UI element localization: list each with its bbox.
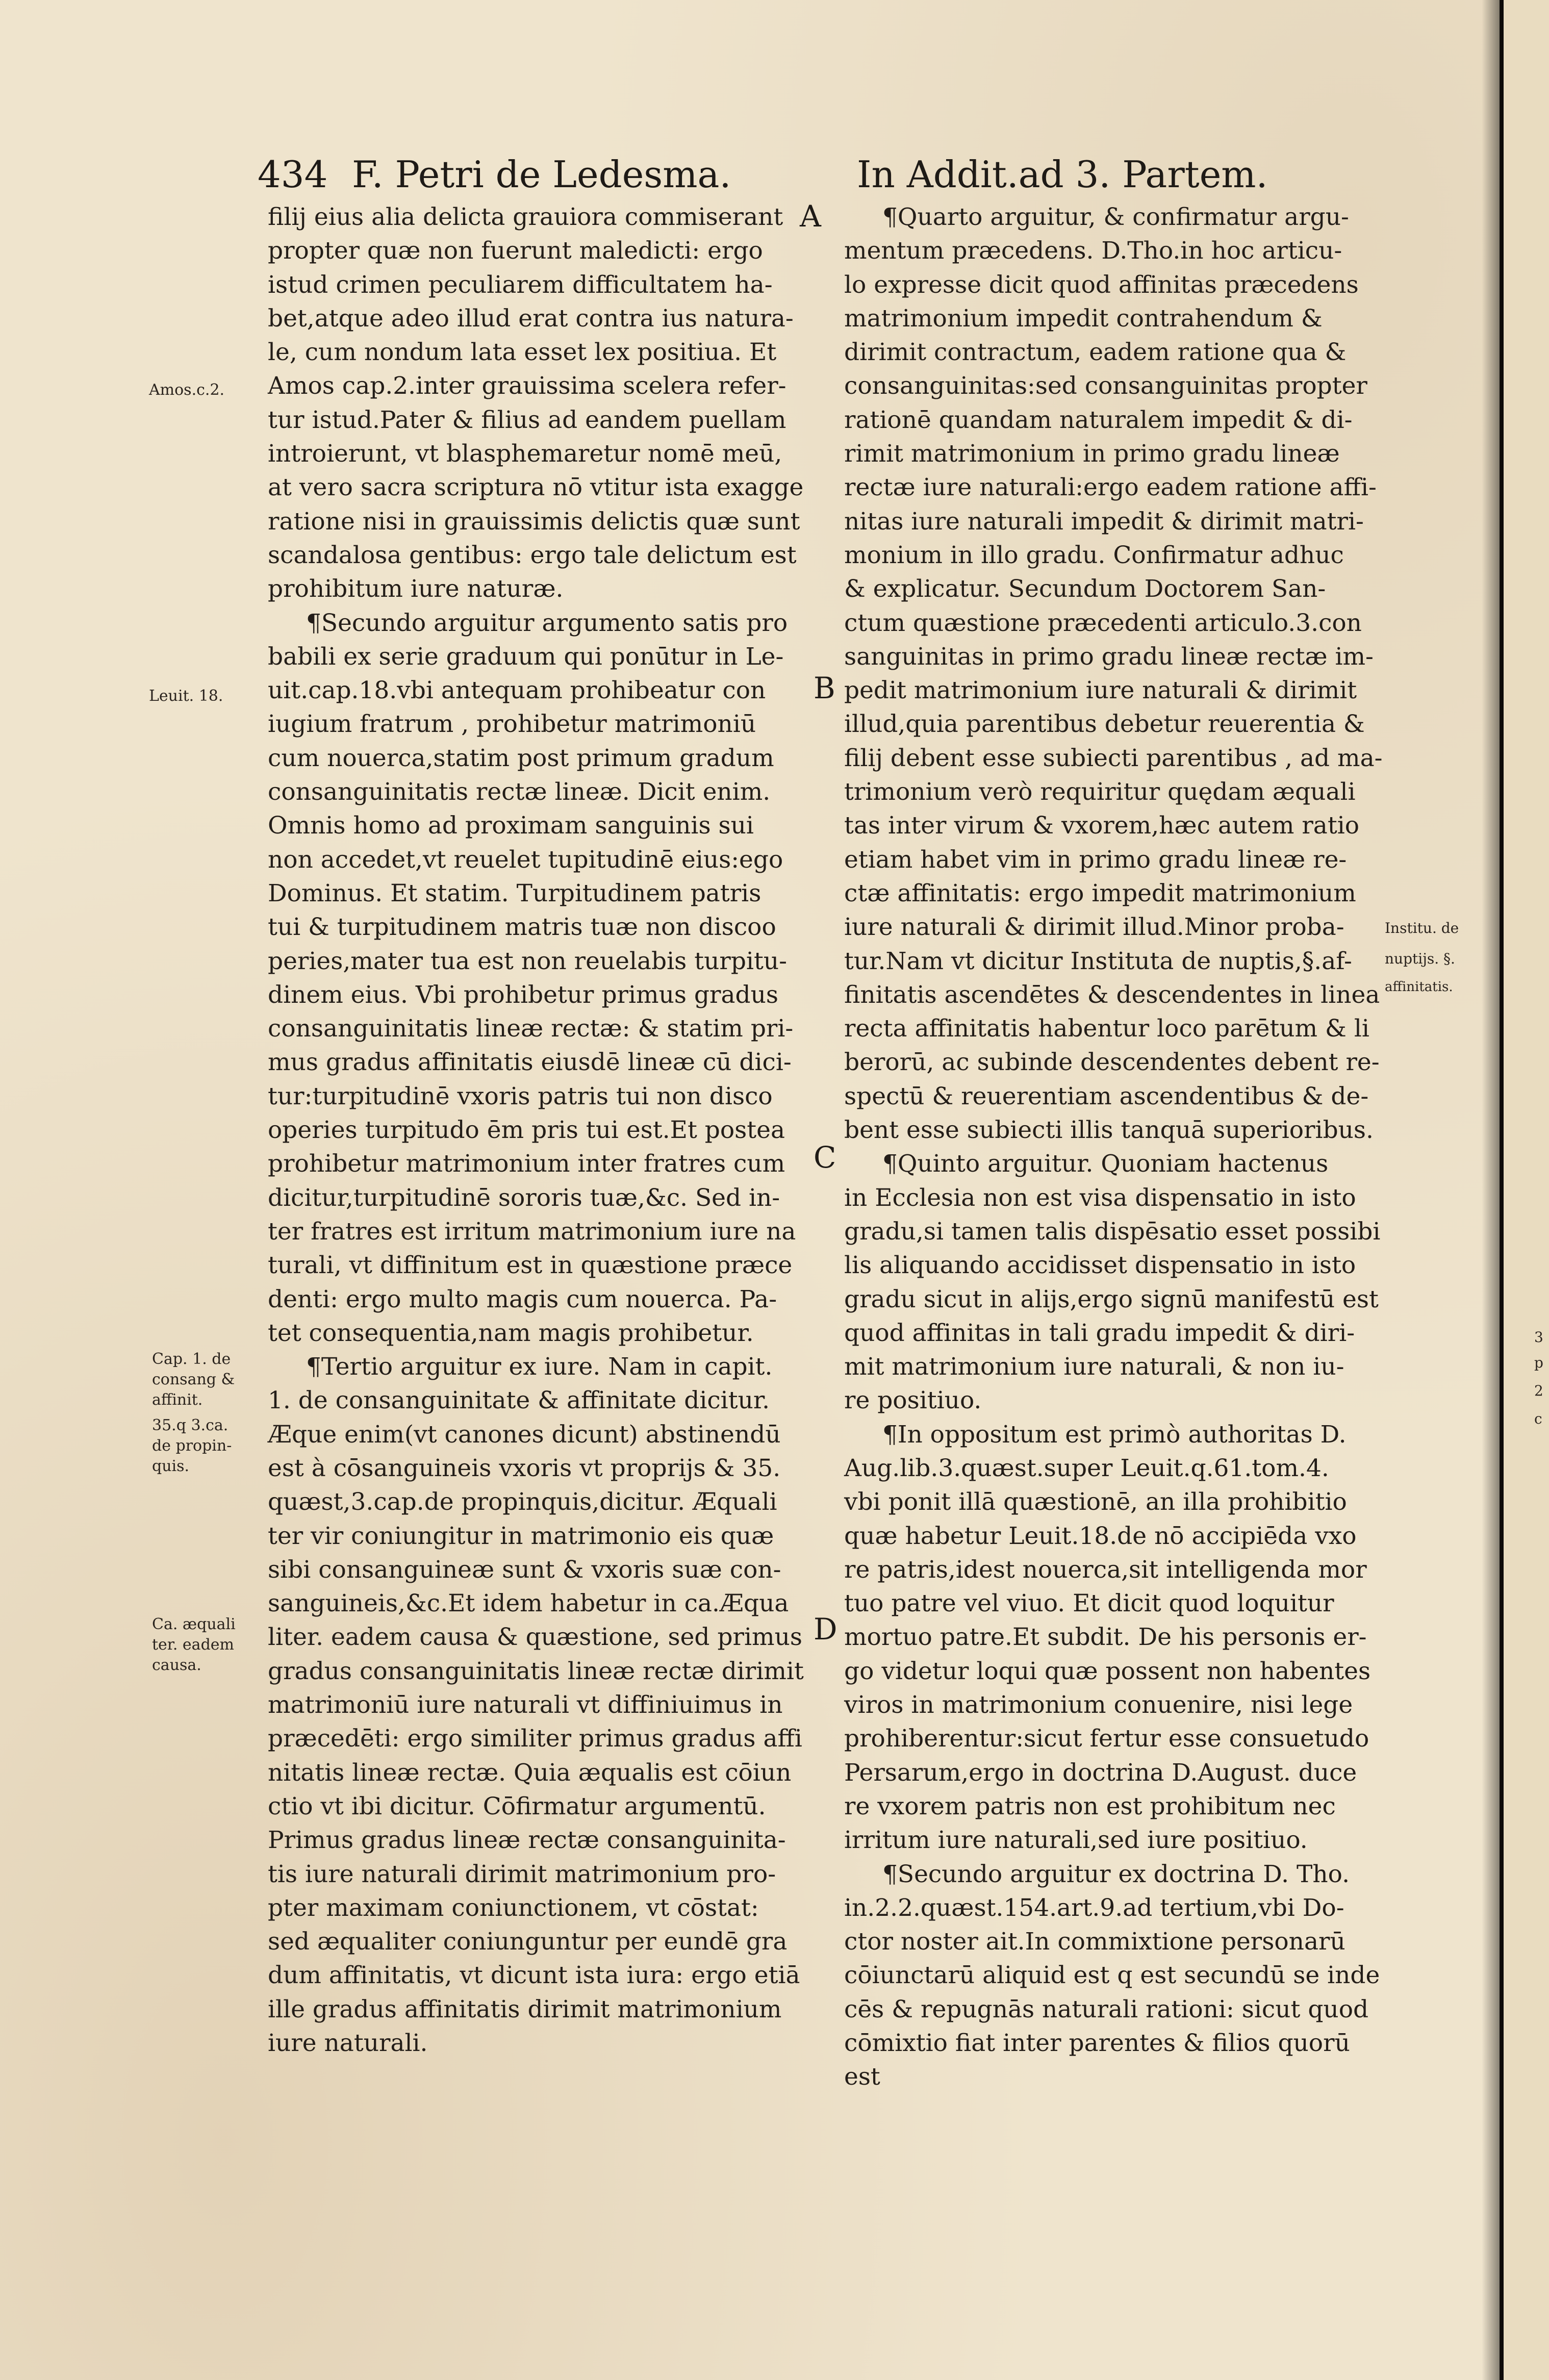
text-line: ctio vt ibi dicitur. Cōfirmatur argumentū. [268, 1792, 766, 1820]
text-line: liter. eadem causa & quæstione, sed primus [268, 1623, 802, 1652]
text-line: prohiberentur:sicut fertur esse consuetudo [844, 1725, 1369, 1753]
text-line: monium in illo gradu. Confirmatur adhuc [844, 541, 1344, 569]
text-line: sanguinitas in primo gradu lineæ rectæ im- [844, 642, 1374, 671]
text-line: iure naturali. [268, 2029, 428, 2058]
text-line: sed æqualiter coniunguntur per eundē gra [268, 1928, 788, 1956]
text-line: cōiunctarū aliquid est q est secundū se inde [844, 1961, 1380, 1990]
text-line: rationē quandam naturalem impedit & di- [844, 406, 1353, 434]
next-page-glyph-1: 3 [1534, 1329, 1543, 1346]
text-line: tur:turpitudinē vxoris patris tui non disco [268, 1082, 773, 1110]
text-line: Omnis homo ad proximam sanguinis sui [268, 812, 754, 840]
next-page-glyph-2: p [1534, 1354, 1543, 1371]
text-line: 1. de consanguinitate & affinitate dicitur. [268, 1386, 770, 1415]
margin-note-instituta-c: affinitatis. [1385, 979, 1453, 995]
text-line: spectū & reuerentiam ascendentibus & de- [844, 1082, 1369, 1110]
text-line: quod affinitas in tali gradu impedit & diri- [844, 1319, 1355, 1347]
text-line: re positiuo. [844, 1386, 982, 1415]
text-line: præcedēti: ergo similiter primus gradus affi [268, 1725, 802, 1753]
text-line: irritum iure naturali,sed iure positiuo. [844, 1826, 1308, 1855]
text-line: le, cum nondum lata esset lex positiua. Et [268, 338, 777, 367]
text-line: Primus gradus lineæ rectæ consanguinita- [268, 1826, 786, 1855]
text-line: Persarum,ergo in doctrina D.August. duce [844, 1758, 1357, 1787]
text-line: est [844, 2063, 880, 2091]
margin-note-aequaliter-b: ter. eadem [152, 1636, 234, 1654]
text-line: prohibetur matrimonium inter fratres cum [268, 1150, 785, 1178]
text-line: dinem eius. Vbi prohibetur primus gradus [268, 980, 778, 1009]
text-line: filij debent esse subiecti parentibus , ad ma- [844, 744, 1383, 772]
section-letter-d: D [814, 1612, 837, 1647]
text-line: uit.cap.18.vbi antequam prohibeatur con [268, 676, 766, 705]
text-line: dum affinitatis, vt dicunt ista iura: ergo etiā [268, 1961, 800, 1990]
text-line: ter vir coniungitur in matrimonio eis quæ [268, 1522, 774, 1550]
text-line: babili ex serie graduum qui ponūtur in Le- [268, 642, 784, 671]
text-line: in.2.2.quæst.154.art.9.ad tertium,vbi Do- [844, 1893, 1344, 1922]
text-line: lis aliquando accidisset dispensatio in isto [844, 1251, 1356, 1280]
text-line: ¶Quarto arguitur, & confirmatur argu- [882, 203, 1349, 231]
margin-note-instituta-a: Institu. de [1385, 920, 1459, 936]
text-line: tur.Nam vt dicitur Instituta de nuptis,§.af- [844, 947, 1352, 975]
text-line: prohibitum iure naturæ. [268, 575, 564, 603]
section-letter-c: C [814, 1140, 836, 1175]
margin-note-cap1-d: 35.q 3.ca. [152, 1416, 228, 1434]
running-head-right: In Addit.ad 3. Partem. [857, 153, 1268, 196]
left-text-column [268, 200, 804, 2060]
next-page-glyph-4: c [1534, 1410, 1542, 1427]
margin-note-instituta-b: nuptijs. §. [1385, 950, 1455, 967]
text-line: iure naturali & dirimit illud.Minor proba- [844, 913, 1344, 942]
text-line: vbi ponit illā quæstionē, an illa prohibitio [844, 1488, 1347, 1516]
text-line: ¶Secundo arguitur argumento satis pro [306, 609, 788, 637]
text-line: re vxorem patris non est prohibitum nec [844, 1792, 1336, 1820]
text-line: istud crimen peculiarem difficultatem ha- [268, 270, 773, 299]
text-line: ¶Tertio arguitur ex iure. Nam in capit. [306, 1353, 773, 1381]
text-line: tas inter virum & vxorem,hæc autem ratio [844, 812, 1360, 840]
text-line: gradu,si tamen talis dispēsatio esset possibi [844, 1217, 1381, 1246]
margin-note-cap1-b: consang & [152, 1371, 235, 1388]
text-line: mentum præcedens. D.Tho.in hoc articu- [844, 237, 1342, 265]
text-line: ctæ affinitatis: ergo impedit matrimonium [844, 879, 1356, 907]
text-line: in Ecclesia non est visa dispensatio in isto [844, 1183, 1356, 1212]
text-line: cum nouerca,statim post primum gradum [268, 744, 774, 772]
text-line: introierunt, vt blasphemaretur nomē meū, [268, 440, 782, 468]
text-line: sibi consanguineæ sunt & vxoris suæ con- [268, 1555, 781, 1584]
gutter-shadow [1482, 0, 1505, 2380]
text-line: tui & turpitudinem matris tuæ non discoo [268, 913, 776, 942]
text-line: ¶Quinto arguitur. Quoniam hactenus [882, 1150, 1329, 1178]
text-line: consanguinitatis rectæ lineæ. Dicit enim. [268, 778, 771, 806]
text-line: berorū, ac subinde descendentes debent re- [844, 1048, 1380, 1077]
text-line: bent esse subiecti illis tanquā superioribus. [844, 1116, 1374, 1145]
text-line: tis iure naturali dirimit matrimonium pro- [268, 1860, 776, 1888]
text-line: consanguinitas:sed consanguinitas propter [844, 372, 1367, 400]
section-letter-a: A [800, 199, 821, 234]
text-line: quæ habetur Leuit.18.de nō accipiēda vxo [844, 1522, 1357, 1550]
text-line: gradus consanguinitatis lineæ rectæ dirimit [268, 1657, 804, 1685]
text-line: sanguineis,&c.Et idem habetur in ca.Æqua [268, 1589, 789, 1618]
text-line: pedit matrimonium iure naturali & dirimit [844, 676, 1357, 705]
margin-note-aequaliter-a: Ca. æquali [152, 1615, 236, 1633]
text-line: consanguinitatis lineæ rectæ: & statim pri- [268, 1015, 794, 1043]
text-line: recta affinitatis habentur loco parētum & li [844, 1015, 1369, 1043]
text-line: Dominus. Et statim. Turpitudinem patris [268, 879, 761, 907]
text-line: gradu sicut in alijs,ergo signū manifestū est [844, 1285, 1379, 1313]
text-line: rimit matrimonium in primo gradu lineæ [844, 440, 1340, 468]
text-line: Amos cap.2.inter grauissima scelera refer- [268, 372, 786, 400]
text-line: ctum quæstione præcedenti articulo.3.con [844, 609, 1362, 637]
text-line: matrimonium impedit contrahendum & [844, 304, 1323, 333]
margin-note-cap1-c: affinit. [152, 1391, 203, 1409]
text-line: dirimit contractum, eadem ratione qua & [844, 338, 1347, 367]
text-line: re patris,idest nouerca,sit intelligenda mor [844, 1555, 1367, 1584]
text-line: mortuo patre.Et subdit. De his personis er- [844, 1623, 1367, 1652]
text-line: mus gradus affinitatis eiusdē lineæ cū dici- [268, 1048, 792, 1077]
text-line: dicitur,turpitudinē sororis tuæ,&c. Sed in- [268, 1183, 780, 1212]
section-letter-b: B [814, 671, 835, 705]
text-line: nitas iure naturali impedit & dirimit matri- [844, 507, 1364, 536]
next-page-edge [1504, 0, 1549, 2380]
text-line: lo expresse dicit quod affinitas præcedens [844, 270, 1359, 299]
text-line: nitatis lineæ rectæ. Quia æqualis est cōiun [268, 1758, 792, 1787]
margin-note-leuit: Leuit. 18. [149, 687, 223, 705]
text-line: cōmixtio fiat inter parentes & filios quorū [844, 2029, 1350, 2058]
text-line: peries,mater tua est non reuelabis turpitu- [268, 947, 788, 975]
text-line: filij eius alia delicta grauiora commiserant [268, 203, 783, 231]
text-line: ctor noster ait.In commixtione personarū [844, 1928, 1345, 1956]
text-line: ¶Secundo arguitur ex doctrina D. Tho. [882, 1860, 1350, 1888]
text-line: Æque enim(vt canones dicunt) abstinendū [268, 1420, 781, 1449]
margin-note-cap1-f: quis. [152, 1457, 190, 1475]
text-line: denti: ergo multo magis cum nouerca. Pa- [268, 1285, 777, 1313]
text-line: tur istud.Pater & filius ad eandem puellam [268, 406, 786, 434]
text-line: quæst,3.cap.de propinquis,dicitur. Æquali [268, 1488, 777, 1516]
page-number: 434 [258, 153, 328, 196]
running-head-left: F. Petri de Ledesma. [352, 153, 731, 196]
text-line: ter fratres est irritum matrimonium iure na [268, 1217, 796, 1246]
text-line: go videtur loqui quæ possent non habentes [844, 1657, 1371, 1685]
text-line: tet consequentia,nam magis prohibetur. [268, 1319, 754, 1347]
text-line: matrimoniū iure naturali vt diffiniuimus in [268, 1691, 783, 1719]
text-line: trimonium verò requiritur quędam æquali [844, 778, 1356, 806]
text-line: viros in matrimonium conuenire, nisi lege [844, 1691, 1353, 1719]
text-line: finitatis ascendētes & descendentes in linea [844, 980, 1380, 1009]
margin-note-cap1-a: Cap. 1. de [152, 1350, 231, 1368]
text-line: tuo patre vel viuo. Et dicit quod loquitur [844, 1589, 1334, 1618]
text-line: rectæ iure naturali:ergo eadem ratione affi- [844, 473, 1377, 502]
text-line: at vero sacra scriptura nō vtitur ista exagge [268, 473, 804, 502]
text-line: propter quæ non fuerunt maledicti: ergo [268, 237, 763, 265]
next-page-glyph-3: 2 [1534, 1382, 1543, 1399]
text-line: est à cōsanguineis vxoris vt proprijs & 35. [268, 1454, 781, 1482]
text-line: non accedet,vt reuelet tupitudinē eius:ego [268, 845, 783, 874]
margin-note-aequaliter-c: causa. [152, 1656, 201, 1674]
text-line: ¶In oppositum est primò authoritas D. [882, 1420, 1347, 1449]
text-line: cēs & repugnās naturali rationi: sicut quod [844, 1995, 1369, 2023]
text-line: turali, vt diffinitum est in quæstione præce [268, 1251, 793, 1280]
margin-note-cap1-e: de propin- [152, 1437, 232, 1455]
text-line: ratione nisi in grauissimis delictis quæ sunt [268, 507, 800, 536]
text-line: Aug.lib.3.quæst.super Leuit.q.61.tom.4. [844, 1454, 1329, 1482]
text-line: mit matrimonium iure naturali, & non iu- [844, 1353, 1344, 1381]
text-line: scandalosa gentibus: ergo tale delictum est [268, 541, 797, 569]
text-line: iugium fratrum , prohibetur matrimoniū [268, 710, 756, 739]
text-line: operies turpitudo ēm pris tui est.Et postea [268, 1116, 785, 1145]
text-line: bet,atque adeo illud erat contra ius natura- [268, 304, 794, 333]
right-text-column [844, 200, 1383, 2094]
margin-note-amos: Amos.c.2. [149, 381, 225, 399]
text-line: & explicatur. Secundum Doctorem San- [844, 575, 1326, 603]
text-line: ille gradus affinitatis dirimit matrimonium [268, 1995, 782, 2023]
text-line: pter maximam coniunctionem, vt cōstat: [268, 1893, 759, 1922]
text-line: illud,quia parentibus debetur reuerentia & [844, 710, 1365, 739]
text-line: etiam habet vim in primo gradu lineæ re- [844, 845, 1347, 874]
